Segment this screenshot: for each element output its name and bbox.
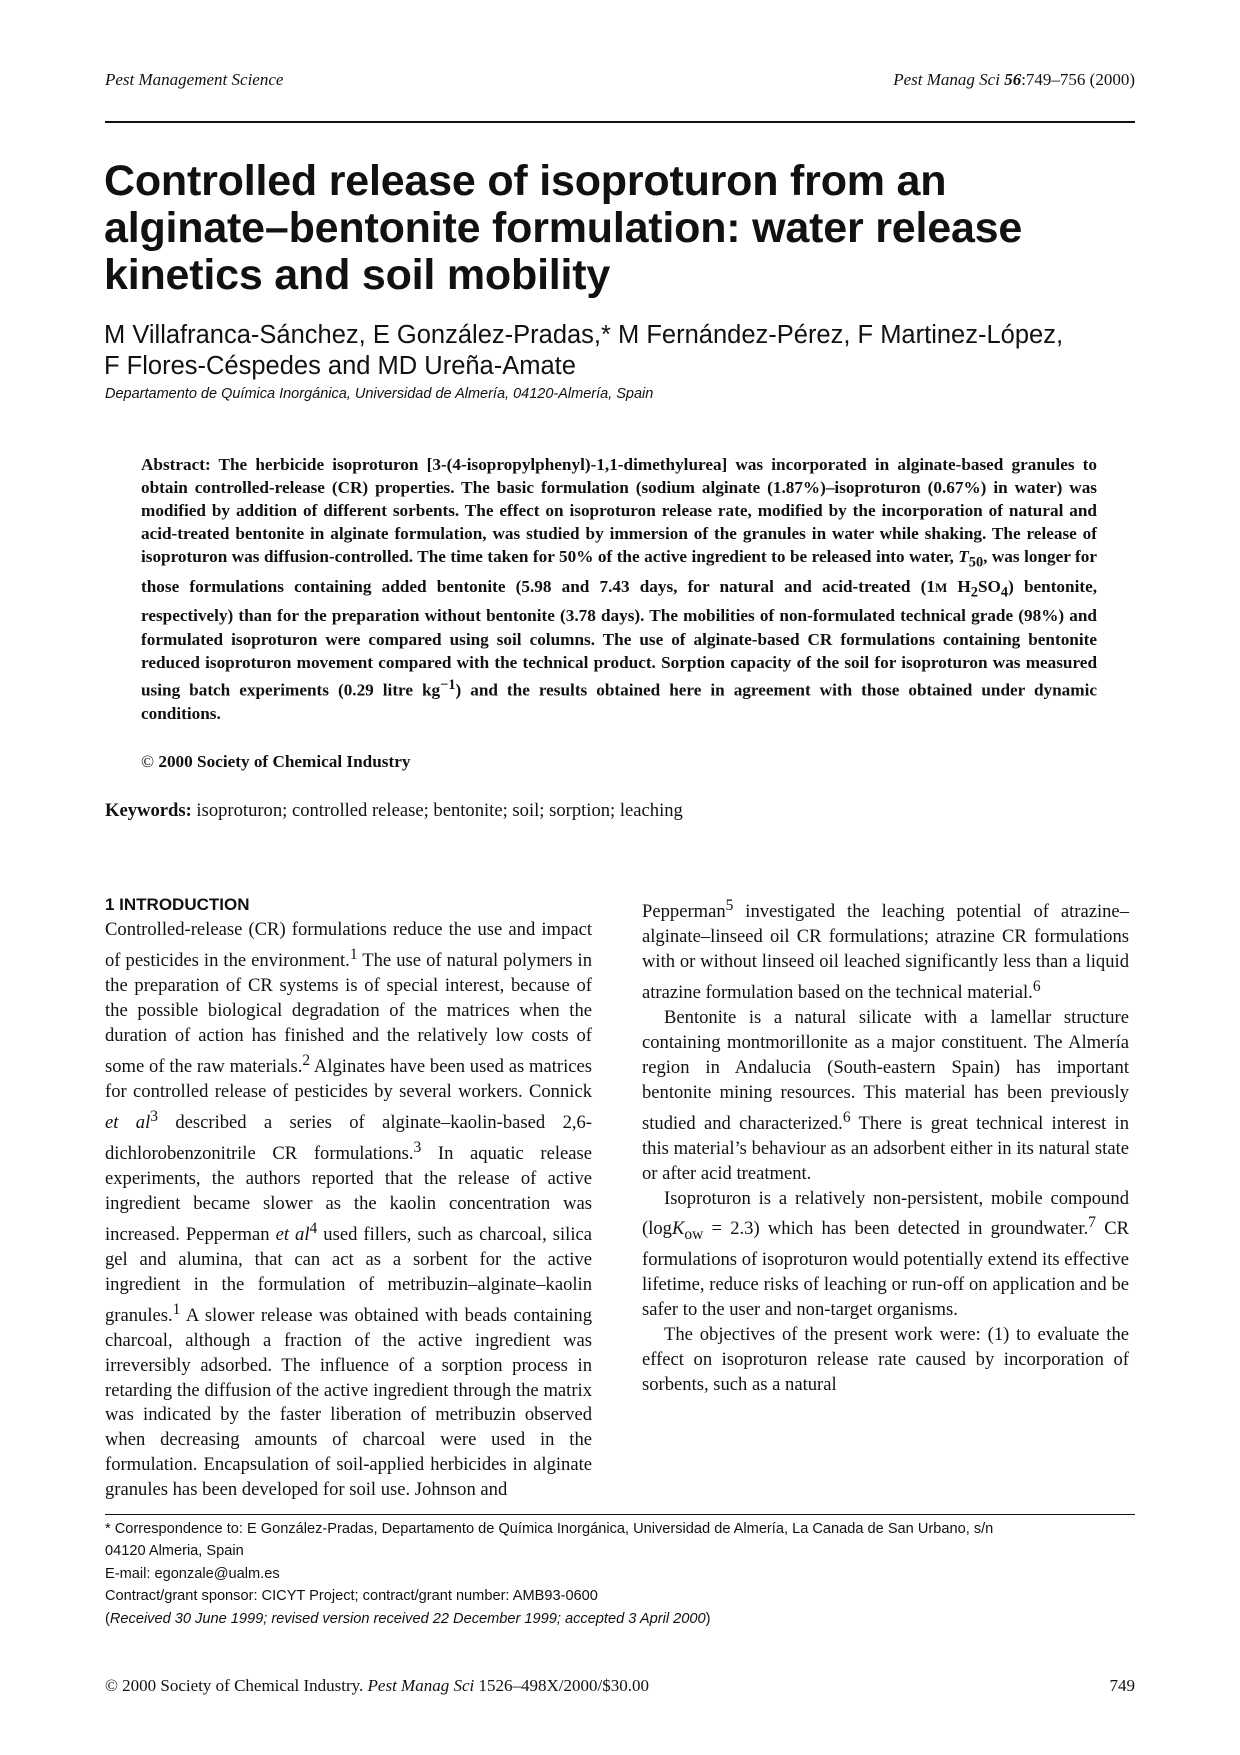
intro-p1-text-h: investigated the leaching potential of atrazine–alginate–linseed oil CR formulations; atrazine CR formulations with or without linseed oil leached significantly less than a liquid atrazine formulation based on the technical material. [642, 901, 1129, 1004]
reference-1b: 1 [172, 1300, 181, 1318]
intro-p1-text-c: Alginates have been used as matrices for controlled release of pesticides by several workers. Connick [105, 1055, 592, 1102]
abstract-label: Abstract: [141, 455, 211, 474]
intro-p3-text-c: CR formulations of isoproturon would potentially extend its effective lifetime, reduce risks of leaching or run-off on application and be safer to the user and non-target organisms. [642, 1218, 1129, 1321]
page-number: 749 [1109, 1676, 1135, 1695]
intro-p1-text-b: The use of natural polymers in the preparation of CR systems is of special interest, because of the possible biological degradation of the matrices when the duration of action has finished and the relatively low costs of some of the raw materials. [105, 950, 592, 1077]
intro-paragraph-1 [105, 918, 592, 1503]
correspondence-line-1: * Correspondence to: E González-Pradas, Departamento de Química Inorgánica, Universidad de Almería, La Canada de San Urbano, s/n [105, 1521, 994, 1537]
footer-copyright [105, 1676, 649, 1696]
abstract-text-2: , was longer for those formulations containing added bentonite (5.98 and 7.43 days, for natural and acid-treated (1 [141, 547, 1097, 596]
reference-2: 2 [302, 1051, 311, 1069]
author-list [104, 320, 1144, 382]
intro-paragraph-2 [642, 1006, 1129, 1187]
keywords-label: Keywords: [105, 800, 192, 821]
intro-p3-text-b: = 2.3) which has been detected in groundwater. [703, 1218, 1089, 1240]
h2so4-sub-2: 2 [970, 584, 978, 601]
reference-6b: 6 [842, 1108, 851, 1126]
footnote-divider [105, 1514, 1135, 1515]
article-title [104, 158, 1104, 299]
received-text: Received 30 June 1999; revised version received 22 December 1999; accepted 3 April 2000 [109, 1610, 706, 1627]
footer-issn: 1526–498X/2000/$30.00 [474, 1676, 649, 1695]
journal-name: Pest Management Science [105, 70, 284, 89]
abstract-text-1: The herbicide isoproturon [3-(4-isopropylphenyl)-1,1-dimethylurea] was incorporated in alginate-based granules to obtain controlled-release (CR) properties. The basic formulation (sodium alginate (1.87%)–isoproturon (0.67%) in water) was modified by addition of different sorbents. The effect on isoproturon release rate, modified by the incorporation of natural and acid-treated bentonite in alginate formulation, was studied by immersion of the granules in water while shaking. The release of isoproturon was diffusion-controlled. The time taken for 50% of the active ingredient to be released into water, [141, 455, 1097, 567]
reference-6: 6 [1032, 977, 1041, 995]
et-al-pepperman: et al [275, 1223, 310, 1245]
abstract-copyright [141, 752, 410, 772]
intro-p3-text-a: Isoproturon is a relatively non-persistent, mobile compound (log [642, 1187, 1129, 1240]
h2so4-sub-4: 4 [1000, 584, 1009, 601]
citation-volume: 56 [1004, 70, 1022, 89]
reference-7: 7 [1088, 1214, 1096, 1232]
reference-3b: 3 [413, 1138, 422, 1156]
received-dates [105, 1608, 1140, 1630]
received-close-paren: ) [705, 1610, 711, 1627]
kow-k: K [671, 1218, 685, 1240]
abstract-text-3: ) bentonite, respectively) than for the preparation without bentonite (3.78 days). The mobilities of non-formulated technical grade (98%) and formulated isoproturon were compared using soil columns. The use of alginate-based CR formulations containing bentonite reduced isoproturon movement compared with the technical product. Sorption capacity of the soil for isoproturon was measured using batch experiments (0.29 litre kg [141, 576, 1098, 700]
h2so4-so: SO [977, 576, 1001, 596]
citation-year: (2000) [1085, 70, 1135, 89]
body-column-left [105, 894, 592, 1503]
copyright-symbol: © [141, 752, 155, 771]
body-column-right [642, 894, 1129, 1398]
abstract [141, 453, 1097, 725]
molar-unit: M [934, 579, 948, 595]
abstract-copyright-text: 2000 Society of Chemical Industry [154, 752, 411, 771]
intro-paragraph-3 [642, 1187, 1129, 1323]
footer-copyright-symbol: © [105, 1676, 118, 1695]
contract-sponsor: Contract/grant sponsor: CICYT Project; contract/grant number: AMB93-0600 [105, 1588, 598, 1605]
kow-subscript: ow [684, 1226, 704, 1244]
reference-3: 3 [150, 1107, 158, 1125]
intro-p2-text-a: Bentonite is a natural silicate with a lamellar structure containing montmorillonite as a major constituent. The Almería region in Andalucia (South-eastern Spain) has important bentonite mining resources. This material has been previously studied and characterized. [642, 1007, 1129, 1134]
title-line-1: Controlled release of isoproturon from an [104, 157, 947, 205]
section-heading-introduction: 1 INTRODUCTION [105, 895, 250, 914]
authors-line-2: F Flores-Céspedes and MD Ureña-Amate [104, 352, 576, 380]
footnotes [105, 1518, 1140, 1630]
intro-p1-text-g: Pepperman [642, 901, 726, 923]
abstract-text-4: ) and the results obtained here in agreement with those obtained under dynamic conditions. [141, 680, 1097, 723]
reference-1: 1 [349, 945, 358, 963]
title-line-2: alginate–bentonite formulation: water release [104, 204, 1023, 252]
t50-subscript: 50 [968, 554, 984, 571]
header-divider [105, 121, 1135, 123]
t50-symbol: T [958, 547, 969, 567]
received-open-paren: ( [105, 1610, 110, 1627]
intro-p1-text-d: described a series of alginate–kaolin-based 2,6-dichlorobenzonitrile CR formulations. [105, 1111, 592, 1164]
keywords [105, 800, 683, 822]
intro-paragraph-1-continued [642, 894, 1129, 1006]
title-line-3: kinetics and soil mobility [104, 251, 611, 299]
intro-paragraph-4: The objectives of the present work were: (1) to evaluate the effect on isoproturon release rate caused by incorporation of sorbents, such as a natural [642, 1323, 1129, 1395]
authors-line-1: M Villafranca-Sánchez, E González-Pradas,* M Fernández-Pérez, F Martinez-López, [104, 321, 1064, 349]
intro-p1-text-e: In aquatic release experiments, the authors reported that the release of active ingredient became slower as the kaolin concentration was increased. Pepperman [105, 1143, 592, 1245]
intro-p1-text-a: Controlled-release (CR) formulations reduce the use and impact of pesticides in the environment. [105, 919, 592, 972]
affiliation: Departamento de Química Inorgánica, Universidad de Almería, 04120-Almería, Spain [105, 386, 654, 402]
citation-journal: Pest Manag Sci [893, 70, 1000, 89]
footer-journal: Pest Manag Sci [367, 1676, 475, 1695]
h2so4-h: H [947, 576, 971, 596]
unit-superscript: −1 [440, 676, 456, 693]
keywords-list: isoproturon; controlled release; bentonite; soil; sorption; leaching [191, 800, 683, 821]
email-address: E-mail: egonzale@ualm.es [105, 1565, 280, 1582]
intro-p1-text-g: A slower release was obtained with beads containing charcoal, although a fraction of the active ingredient was irreversibly adsorbed. The influence of a sorption process in retarding the diffusion of the active ingredient through the matrix was indicated by the faster liberation of metribuzin observed when decreasing amounts of charcoal were used in the formulation. Encapsulation of soil-applied herbicides in alginate granules has been developed for soil use. Johnson and [105, 1304, 592, 1501]
intro-p2-text-b: There is great technical interest in this material’s behaviour as an adsorbent either in its natural state or after acid treatment. [642, 1112, 1129, 1184]
reference-5: 5 [725, 897, 734, 914]
reference-4: 4 [309, 1219, 318, 1237]
correspondence-line-2: 04120 Almeria, Spain [105, 1543, 244, 1560]
journal-citation [893, 70, 1135, 90]
running-head [105, 70, 1135, 96]
footer-society: 2000 Society of Chemical Industry. [117, 1676, 368, 1695]
et-al-connick: et al [105, 1111, 151, 1133]
citation-pages: :749–756 [1021, 70, 1086, 89]
intro-p1-text-f: used fillers, such as charcoal, silica gel and alumina, that can act as a sorbent for the active ingredient in the formulation of metribuzin–alginate–kaolin granules. [105, 1223, 592, 1326]
